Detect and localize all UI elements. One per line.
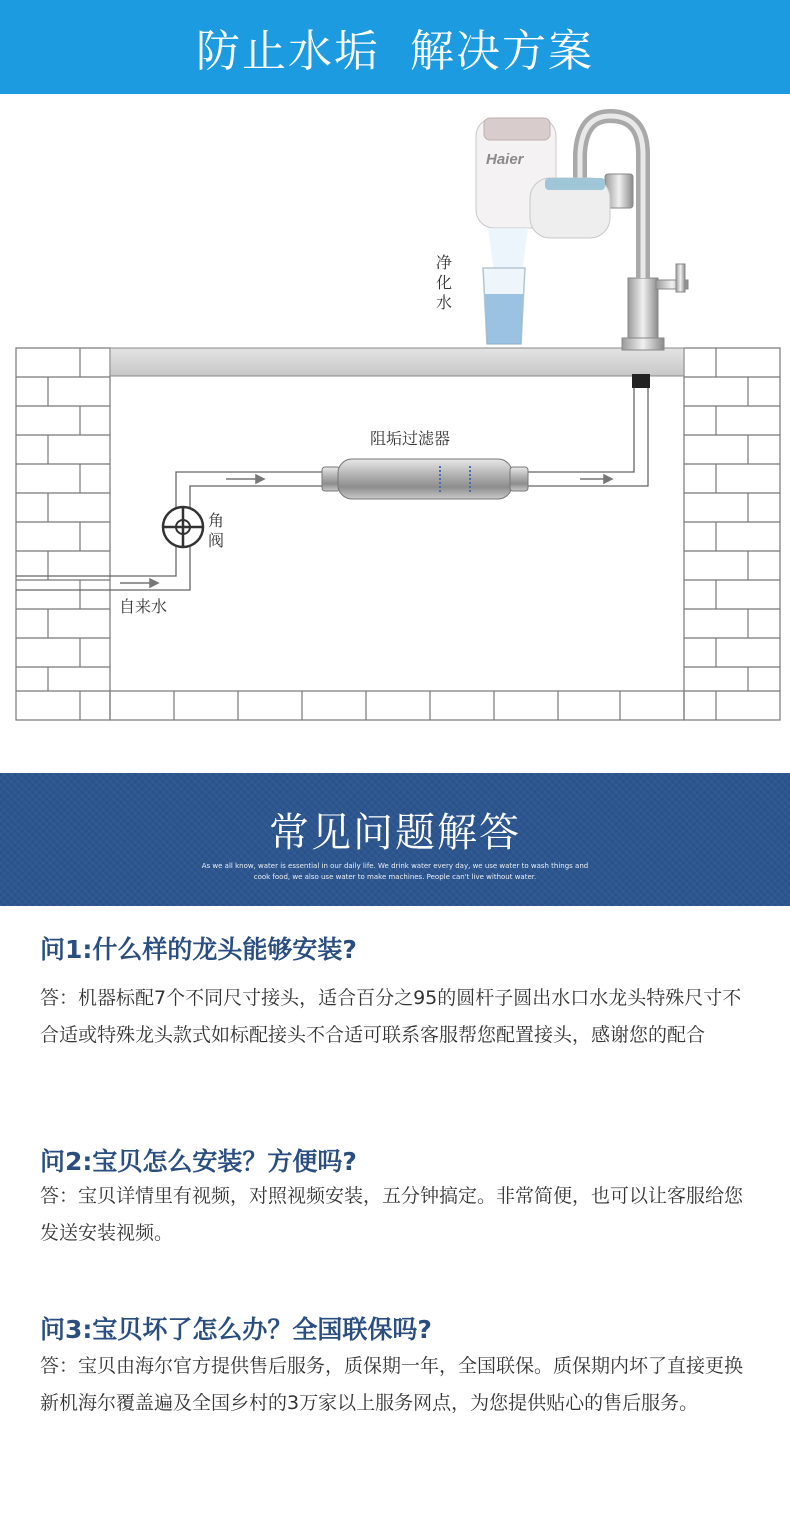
purified-water-label-1: 净 [436,255,453,272]
right-brick-wall [684,348,780,720]
water-glass-icon [483,268,525,344]
diagram-svg [0,94,790,754]
installation-diagram [0,94,790,754]
faq-subtitle-line-1: As we all know, water is essential in our daily life. We drink water every day, we use water to wash things and [201,862,589,870]
water-purifier-icon [476,118,610,272]
tap-water-label: 自来水 [119,599,168,616]
angle-valve-label-1: 角 [208,513,225,530]
purified-water-label-3: 水 [436,295,453,312]
angle-valve-label-2: 阀 [208,533,225,550]
scale-filter-icon [322,459,528,499]
faq-title: 常见问题解答 [269,810,521,856]
faq-answer-3: 答：宝贝由海尔官方提供售后服务，质保期一年，全国联保。质保期内坏了直接更换新机海尔覆盖遍及全国乡村的3万家以上服务网点，为您提供贴心的售后服务。 [40,1355,744,1414]
faq-answer-2: 答：宝贝详情里有视频，对照视频安装，五分钟搞定。非常简便，也可以让客服给您发送安装视频。 [40,1185,744,1244]
filter-label: 阻垢过滤器 [370,431,451,448]
banner-title: 防止水垢 解决方案 [196,26,594,77]
faq-question-1: 问1:什么样的龙头能够安装? [40,935,357,964]
purified-water-label-2: 化 [436,275,453,292]
faq-header [0,773,790,906]
top-banner [0,0,790,94]
brand-logo: Haier [486,151,524,168]
countertop [110,348,684,376]
faq-subtitle-line-2: cook food, we also use water to make machines. People can't live without water. [253,873,537,881]
floor-bricks [110,691,684,720]
faq-answer-1: 答：机器标配7个不同尺寸接头，适合百分之95的圆杆子圆出水口水龙头特殊尺寸不合适或特殊龙头款式如标配接头不合适可联系客服帮您配置接头，感谢您的配合 [40,987,742,1046]
faq-question-3: 问3:宝贝坏了怎么办？全国联保吗? [40,1315,432,1344]
angle-valve-icon [163,507,203,547]
faq-subtitle [170,861,620,883]
faq-question-2: 问2:宝贝怎么安装？方便吗? [40,1147,357,1176]
pipe-connector [632,374,650,388]
left-brick-wall [16,348,110,720]
